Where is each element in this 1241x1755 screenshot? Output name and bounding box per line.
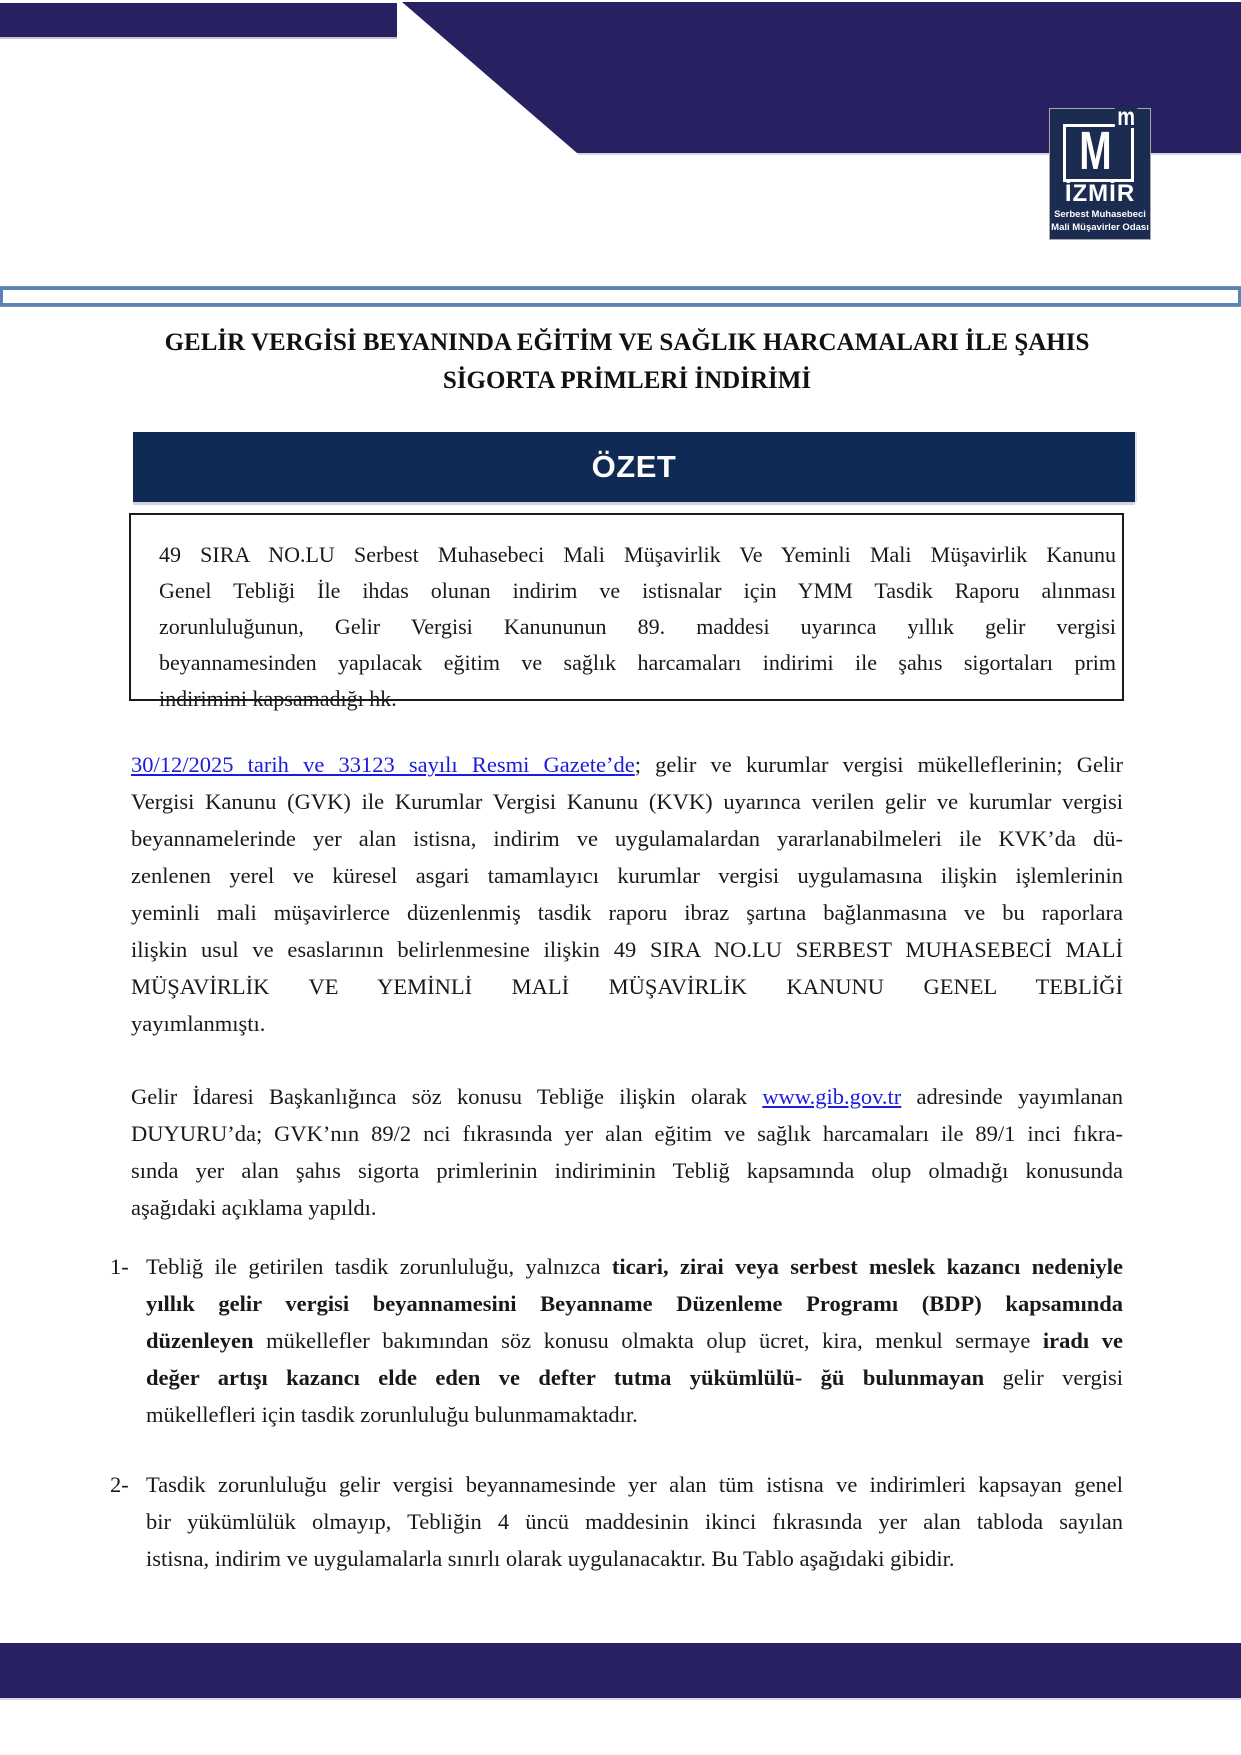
- logo-big-m: M: [1079, 121, 1112, 181]
- text-line: [131, 894, 1123, 931]
- logo-subtitle-line2: Mali Müşavirler Odası: [1051, 222, 1149, 233]
- text-line: [146, 1248, 1123, 1285]
- text-line: [146, 1466, 1123, 1503]
- text-segment: beyannamelerinde yer alan istisna, indirim ve uygulamalardan yararlanabilmeleri ile KVK’da dü-: [131, 826, 1123, 851]
- text-line: [131, 1189, 1123, 1226]
- page-title: [131, 324, 1123, 400]
- page-title-line2: SİGORTA PRİMLERİ İNDİRİMİ: [442, 367, 812, 394]
- text-line: [159, 609, 1116, 645]
- text-line: [131, 1152, 1123, 1189]
- text-line: [146, 1540, 1123, 1577]
- footer-band: [0, 1643, 1241, 1698]
- text-segment: değer artışı kazancı elde eden ve defter tutma yükümlülü- ğü bulunmayan: [146, 1365, 985, 1390]
- header-band-left: [0, 3, 397, 37]
- list-item-2: [110, 1466, 1123, 1577]
- logo-city-text: İZMİR: [1064, 180, 1136, 207]
- text-line: [131, 820, 1123, 857]
- text-segment: beyannamesinden yapılacak eğitim ve sağlık harcamaları indirimi ile şahıs sigortaları prim: [159, 650, 1116, 675]
- text-line: [159, 573, 1116, 609]
- ozet-banner: [133, 432, 1135, 502]
- text-segment: ticari, zirai veya serbest meslek kazancı nedeniyle: [611, 1254, 1123, 1279]
- intro-paragraph: [131, 746, 1123, 1042]
- text-segment: indirimini kapsamadığı hk.: [159, 686, 397, 711]
- text-segment: DUYURU’da; GVK’nın 89/2 nci fıkrasında yer alan eğitim ve sağlık harcamaları ile 89/1 inci fıkra-: [131, 1121, 1123, 1146]
- text-segment: adresinde yayımlanan: [901, 1084, 1123, 1109]
- text-segment: yıllık gelir vergisi beyannamesini Beyanname Düzenleme Programı (BDP) kapsamında: [146, 1291, 1123, 1316]
- text-line: [131, 1005, 1123, 1042]
- text-segment: zenlenen yerel ve küresel asgari tamamlayıcı kurumlar vergisi uygulamasına ilişkin işlemlerinin: [131, 863, 1123, 888]
- text-segment: istisna, indirim ve uygulamalarla sınırlı olarak uygulanacaktır. Bu Tablo aşağıdaki gibidir.: [146, 1546, 955, 1571]
- text-segment: mükellefler bakımından söz konusu olmakta olup ücret, kira, menkul sermaye: [253, 1328, 1043, 1353]
- text-segment: düzenleyen: [146, 1328, 254, 1353]
- text-segment: 49 SIRA NO.LU Serbest Muhasebeci Mali Müşavirlik Ve Yeminli Mali Müşavirlik Kanunu: [159, 542, 1116, 567]
- text-segment: MÜŞAVİRLİK VE YEMİNLİ MALİ MÜŞAVİRLİK KANUNU GENEL TEBLİĞİ: [131, 974, 1123, 999]
- logo-subtitle-line1: Serbest Muhasebeci: [1054, 209, 1146, 220]
- text-segment: Tasdik zorunluluğu gelir vergisi beyannamesinde yer alan tüm istisna ve indirimleri kapsayan genel: [146, 1472, 1123, 1497]
- text-line: [159, 537, 1116, 573]
- text-line: [146, 1396, 1123, 1433]
- resmi-gazete-link[interactable]: 30/12/2025 tarih ve 33123 sayılı Resmi Gazete’de: [131, 752, 635, 777]
- page-title-line1: GELİR VERGİSİ BEYANINDA EĞİTİM VE SAĞLIK HARCAMALARI İLE ŞAHIS: [164, 329, 1090, 356]
- text-segment: mükellefleri için tasdik zorunluluğu bulunmamaktadır.: [146, 1402, 638, 1427]
- divider-bar: [0, 287, 1241, 306]
- gib-gov-tr-link[interactable]: www.gib.gov.tr: [762, 1084, 902, 1109]
- text-segment: Vergisi Kanunu (GVK) ile Kurumlar Vergisi Kanunu (KVK) uyarınca verilen gelir ve kurumlar vergisi: [131, 789, 1123, 814]
- text-segment: yayımlanmıştı.: [131, 1011, 266, 1036]
- text-segment: Gelir İdaresi Başkanlığınca söz konusu Tebliğe ilişkin olarak: [131, 1084, 763, 1109]
- text-line: [146, 1322, 1123, 1359]
- text-line: [146, 1359, 1123, 1396]
- list-item-1: [110, 1248, 1123, 1433]
- text-line: [146, 1503, 1123, 1540]
- ozet-banner-label: ÖZET: [591, 449, 677, 484]
- text-segment: iradı ve: [1042, 1328, 1123, 1353]
- text-line: [131, 746, 1123, 783]
- text-line: [131, 931, 1123, 968]
- text-segment: zorunluluğunun, Gelir Vergisi Kanununun 89. maddesi uyarınca yıllık gelir vergisi: [159, 614, 1116, 639]
- list-item-2-marker: 2-: [110, 1472, 129, 1497]
- list-item-1-marker: 1-: [110, 1254, 129, 1279]
- text-segment: Tebliğ ile getirilen tasdik zorunluluğu, yalnızca: [146, 1254, 612, 1279]
- text-segment: gelir vergisi: [984, 1365, 1123, 1390]
- text-segment: Genel Tebliği İle ihdas olunan indirim ve istisnalar için YMM Tasdik Raporu alınması: [159, 578, 1116, 603]
- text-segment: bir yükümlülük olmayıp, Tebliğin 4 üncü maddesinin ikinci fıkrasında yer alan tabloda sayılan: [146, 1509, 1123, 1534]
- text-segment: aşağıdaki açıklama yapıldı.: [131, 1195, 377, 1220]
- text-segment: sında yer alan şahıs sigorta primlerinin indiriminin Tebliğ kapsamında olup olmadığı konusunda: [131, 1158, 1123, 1183]
- text-line: [131, 783, 1123, 820]
- text-line: [146, 1285, 1123, 1322]
- text-line: [131, 857, 1123, 894]
- text-line: [131, 1115, 1123, 1152]
- text-line: [159, 681, 1116, 717]
- text-segment: yeminli mali müşavirlerce düzenlenmiş tasdik raporu ibraz şartına bağlanmasına ve bu raporlara: [131, 900, 1123, 925]
- text-segment: ; gelir ve kurumlar vergisi mükelleflerinin; Gelir: [634, 752, 1123, 777]
- logo-small-m: m: [1115, 106, 1138, 128]
- izmir-smmmo-logo: [1049, 103, 1151, 240]
- text-line: [159, 645, 1116, 681]
- text-segment: ilişkin usul ve esaslarının belirlenmesine ilişkin 49 SIRA NO.LU SERBEST MUHASEBECİ MALİ: [131, 937, 1123, 962]
- text-line: [131, 968, 1123, 1005]
- ozet-summary-box: [129, 513, 1124, 711]
- text-line: [131, 1078, 1123, 1115]
- duyuru-paragraph: [131, 1078, 1123, 1226]
